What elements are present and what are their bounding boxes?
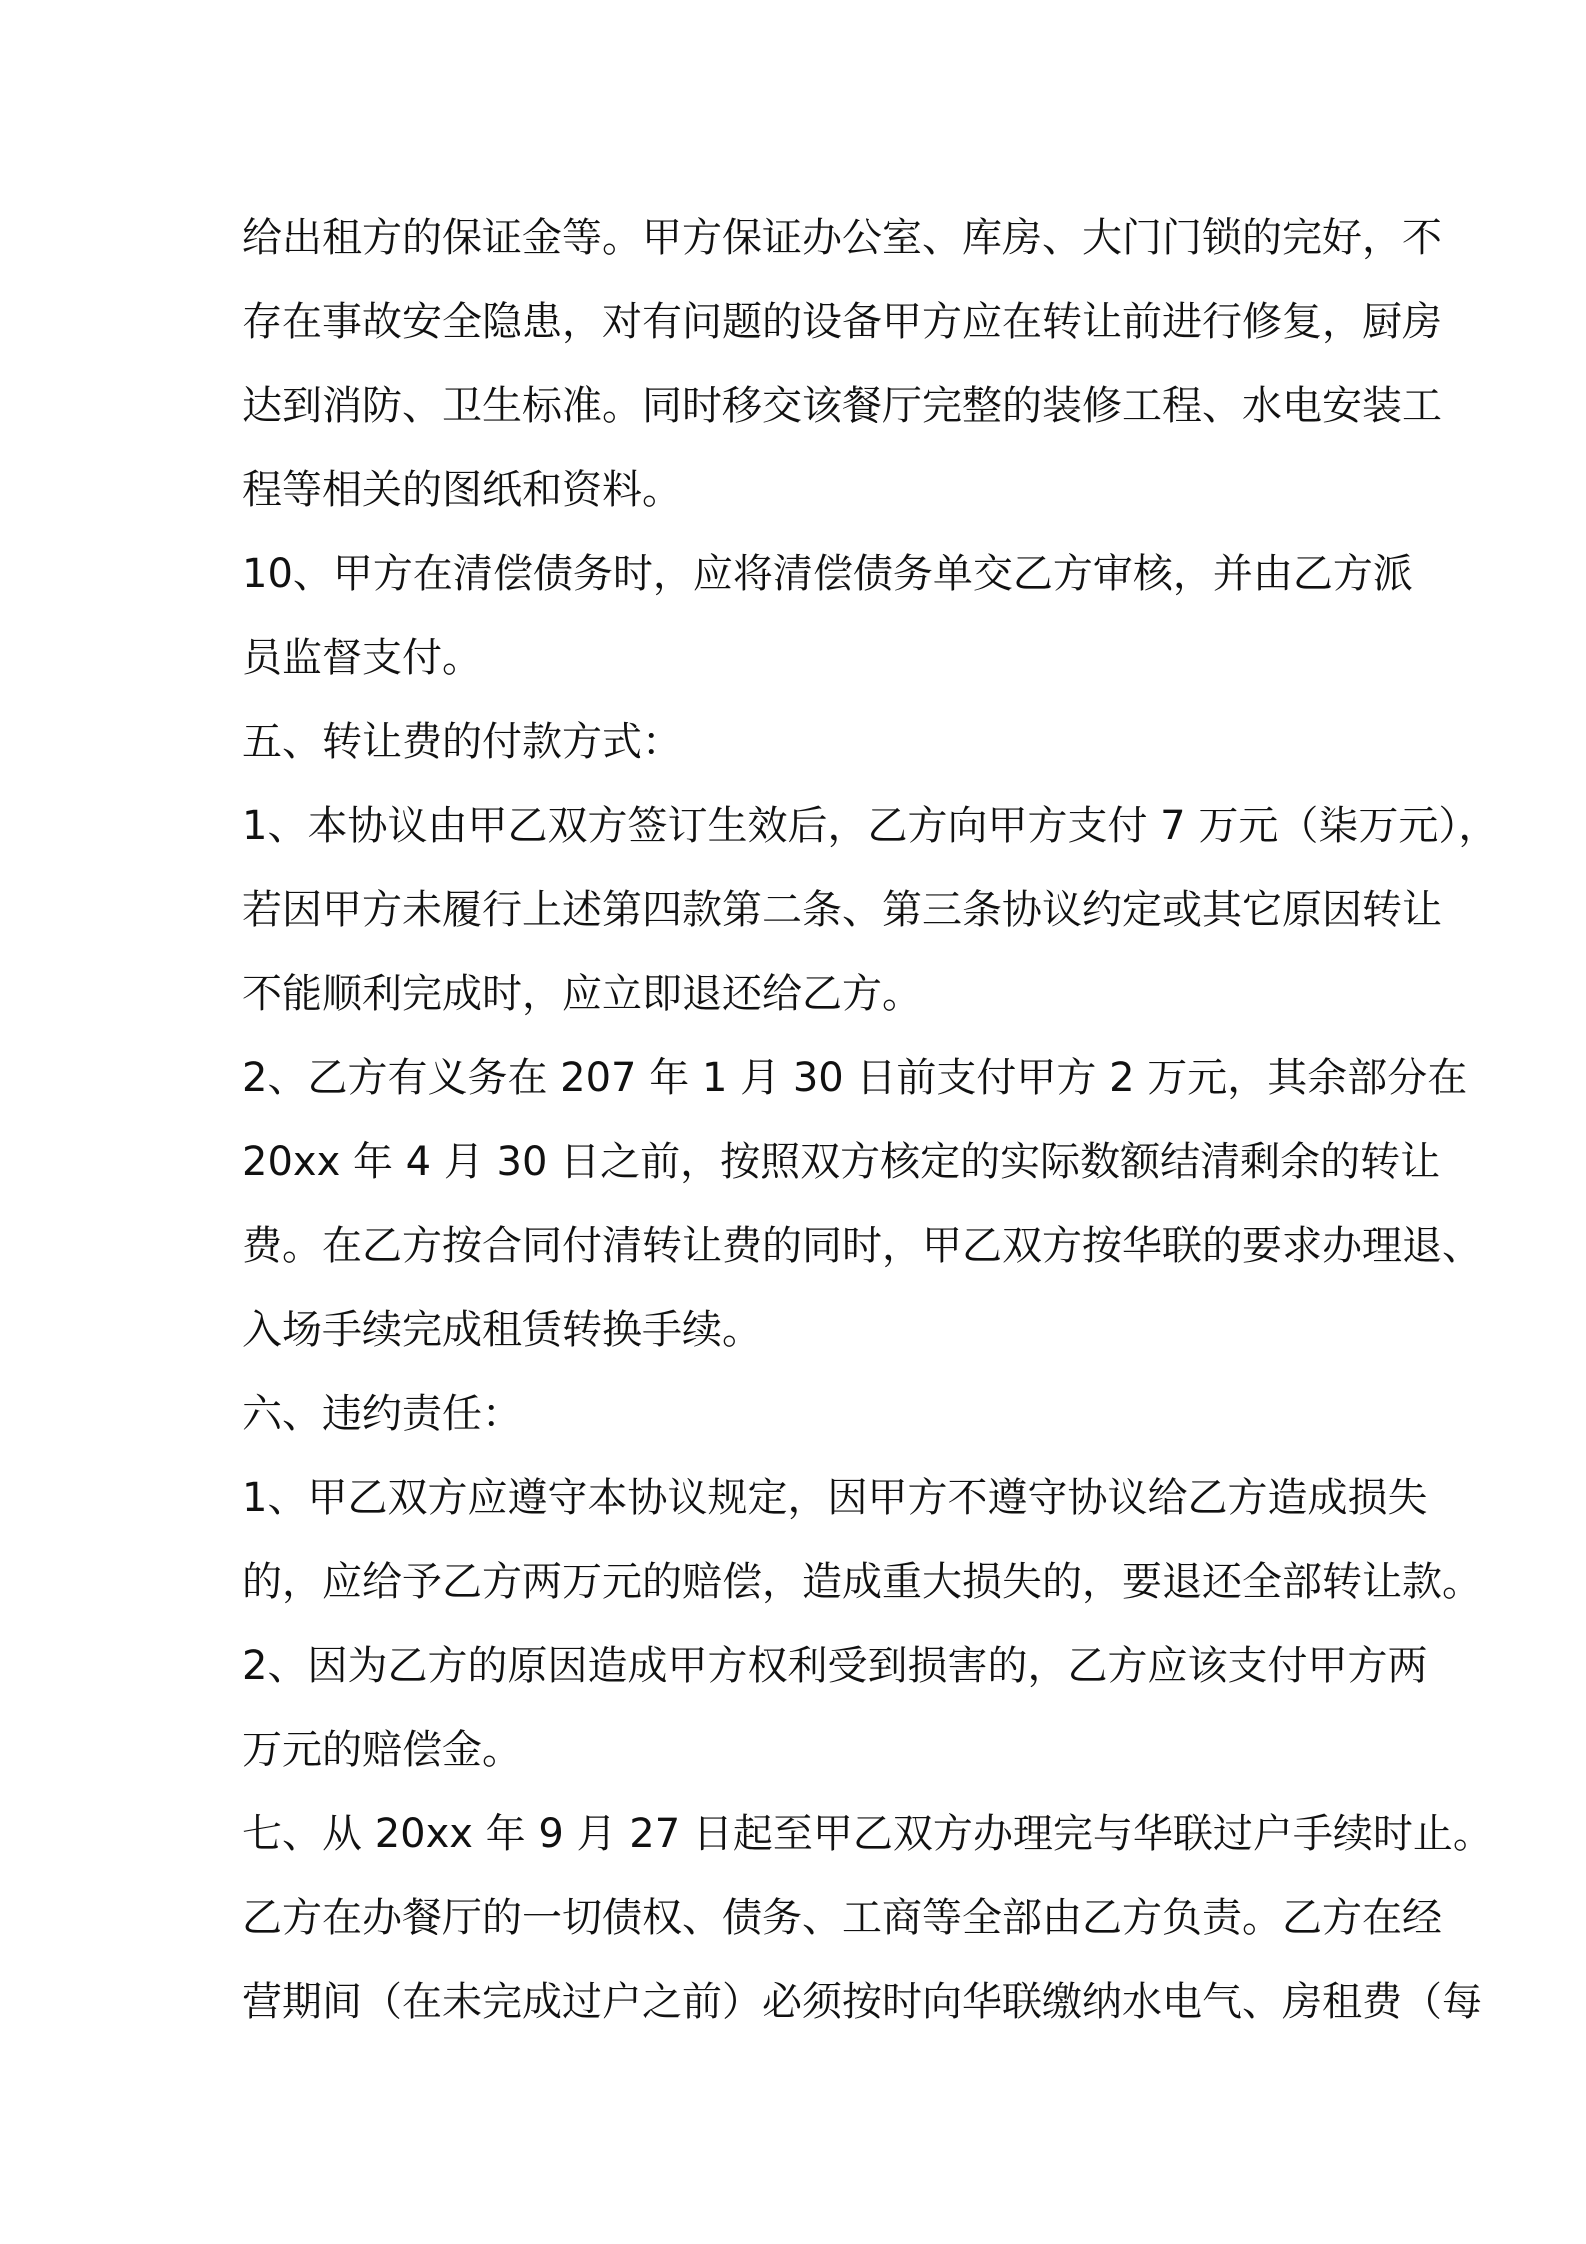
text-line-4: 程等相关的图纸和资料。 — [242, 467, 682, 513]
text-line-2: 存在事故安全隐患，对有问题的设备甲方应在转让前进行修复，厨房 — [242, 299, 1442, 345]
text-line-3: 达到消防、卫生标准。同时移交该餐厅完整的装修工程、水电安装工 — [242, 383, 1442, 429]
text-line-21: 乙方在办餐厅的一切债权、债务、工商等全部由乙方负责。乙方在经 — [242, 1895, 1442, 1941]
text-line-19: 万元的赔偿金。 — [242, 1727, 522, 1773]
text-line-16: 1、甲乙双方应遵守本协议规定，因甲方不遵守协议给乙方造成损失 — [242, 1475, 1428, 1521]
text-line-10: 不能顺利完成时，应立即退还给乙方。 — [242, 971, 922, 1017]
section-heading-breach: 六、违约责任： — [242, 1391, 522, 1437]
text-line-6: 员监督支付。 — [242, 635, 482, 681]
text-line-17: 的，应给予乙方两万元的赔偿，造成重大损失的，要退还全部转让款。 — [242, 1559, 1482, 1605]
text-line-11: 2、乙方有义务在 207 年 1 月 30 日前支付甲方 2 万元，其余部分在 — [242, 1055, 1468, 1101]
text-line-8: 1、本协议由甲乙双方签订生效后，乙方向甲方支付 7 万元（柒万元）， — [242, 803, 1499, 849]
text-line-13: 费。在乙方按合同付清转让费的同时，甲乙双方按华联的要求办理退、 — [242, 1223, 1482, 1269]
text-line-1: 给出租方的保证金等。甲方保证办公室、库房、大门门锁的完好，不 — [242, 215, 1442, 261]
text-line-5: 10、甲方在清偿债务时，应将清偿债务单交乙方审核，并由乙方派 — [242, 551, 1413, 597]
document-body — [242, 196, 1499, 2044]
text-line-12: 20xx 年 4 月 30 日之前，按照双方核定的实际数额结清剩余的转让 — [242, 1139, 1441, 1185]
text-line-9: 若因甲方未履行上述第四款第二条、第三条协议约定或其它原因转让 — [242, 887, 1442, 933]
section-heading-payment: 五、转让费的付款方式： — [242, 719, 682, 765]
text-line-18: 2、因为乙方的原因造成甲方权利受到损害的，乙方应该支付甲方两 — [242, 1643, 1428, 1689]
text-line-20: 七、从 20xx 年 9 月 27 日起至甲乙双方办理完与华联过户手续时止。 — [242, 1811, 1493, 1857]
text-line-22: 营期间（在未完成过户之前）必须按时向华联缴纳水电气、房租费（每 — [242, 1979, 1482, 2025]
text-line-14: 入场手续完成租赁转换手续。 — [242, 1307, 762, 1353]
